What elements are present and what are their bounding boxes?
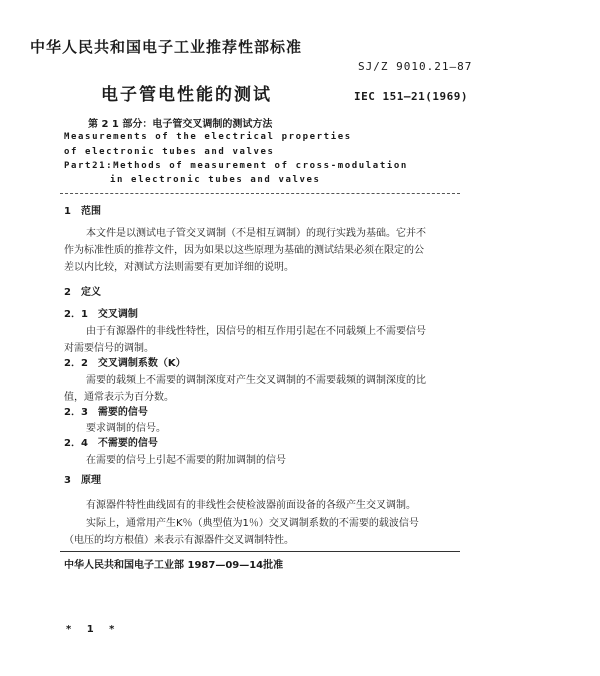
paragraph-line: 对需要信号的调制。 [64, 343, 154, 354]
paragraph-line: 差以内比较，对测试方法则需要有更加详细的说明。 [64, 262, 294, 273]
principle-heading: 3 原理 [64, 475, 101, 486]
paragraph-line: 实际上，通常用产生K％（典型值为1％）交叉调制系数的不需要的载波信号 [86, 518, 419, 529]
subtitle: 第 2 1 部分：电子管交叉调制的测试方法 [88, 119, 273, 130]
standard-number: SJ/Z 9010.21—87 [358, 60, 473, 73]
paragraph-line: 有源器件特性曲线固有的非线性会使检波器前面设备的各级产生交叉调制。 [86, 500, 416, 511]
iec-reference: IEC 151—21(1969) [354, 90, 468, 103]
paragraph-line: 在需要的信号上引起不需要的附加调制的信号 [86, 455, 286, 466]
definition-heading: 2．3 需要的信号 [64, 407, 148, 418]
main-title: 电子管电性能的测试 [101, 85, 272, 105]
english-title-line: Part21:Methods of measurement of cross-modulation [64, 161, 408, 171]
paragraph-line: 要求调制的信号。 [86, 423, 166, 434]
paragraph-line: 由于有源器件的非线性特性，因信号的相互作用引起在不同载频上不需要信号 [86, 326, 426, 337]
ministry-title: 中华人民共和国电子工业推荐性部标准 [30, 38, 303, 56]
definition-heading: 2．1 交叉调制 [64, 309, 138, 320]
page-number: * 1 * [66, 624, 121, 635]
english-title-line: of electronic tubes and valves [64, 147, 275, 157]
title-divider [60, 193, 460, 194]
english-title-line: in electronic tubes and valves [110, 175, 321, 185]
approval-line: 中华人民共和国电子工业部 1987—09—14批准 [64, 560, 284, 571]
definition-heading: 2．4 不需要的信号 [64, 438, 158, 449]
english-title-line: Measurements of the electrical properties [64, 132, 352, 142]
paragraph-line: 作为标准性质的推荐文件，因为如果以这些原理为基础的测试结果必须在限定的公 [64, 245, 424, 256]
definitions-heading: 2 定义 [64, 287, 101, 298]
paragraph-line: 需要的载频上不需要的调制深度对产生交叉调制的不需要载频的调制深度的比 [86, 375, 426, 386]
scope-heading: 1 范围 [64, 206, 101, 217]
paragraph-line: 本文件是以测试电子管交叉调制（不是相互调制）的现行实践为基础。它并不 [86, 228, 426, 239]
definition-heading: 2．2 交叉调制系数（K） [64, 358, 186, 369]
footer-divider [60, 551, 460, 552]
paragraph-line: （电压的均方根值）来表示有源器件交叉调制特性。 [64, 535, 294, 546]
paragraph-line: 值，通常表示为百分数。 [64, 392, 174, 403]
